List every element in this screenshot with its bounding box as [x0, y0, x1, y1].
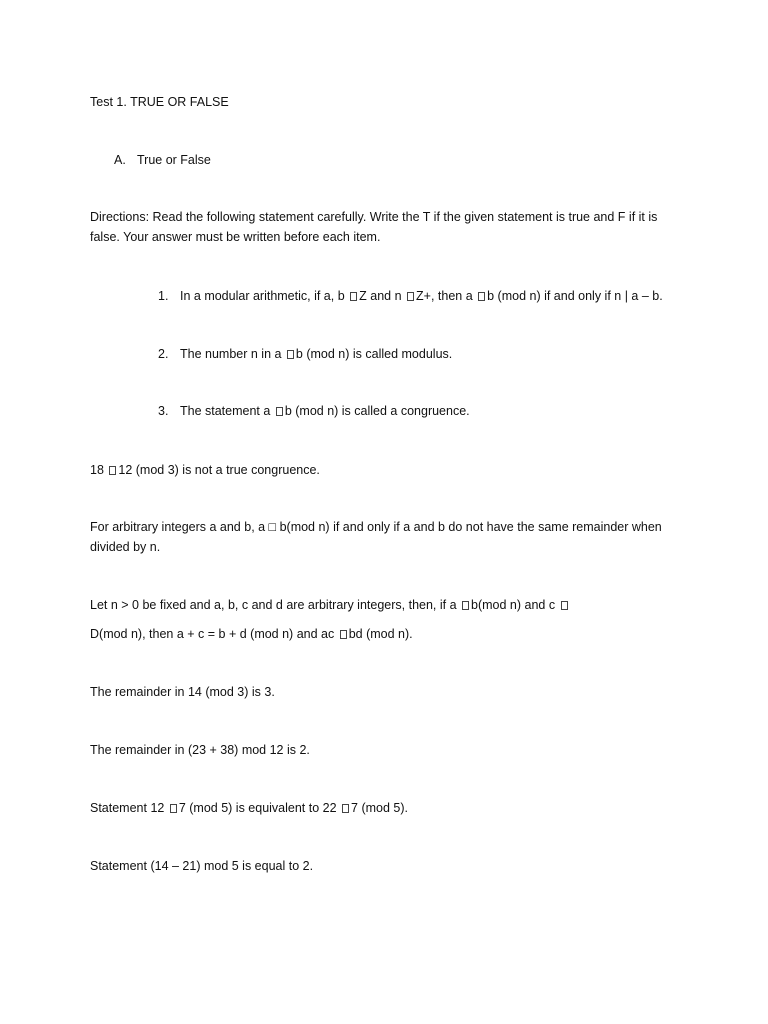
- statement-7: Statement (14 – 21) mod 5 is equal to 2.: [90, 859, 314, 873]
- statement-3: Let n > 0 be fixed and a, b, c and d are arbitrary integers, then, if a b(mod n) and c: [90, 595, 570, 615]
- missing-glyph-icon: [462, 601, 469, 610]
- missing-glyph-icon: [478, 292, 485, 301]
- numbered-item-1: 1. In a modular arithmetic, if a, b Z and n Z+, then a b (mod n) if and only if n | a – b.: [158, 286, 663, 306]
- statement-1: 18 12 (mod 3) is not a true congruence.: [90, 463, 320, 477]
- section-label: True or False: [137, 153, 211, 167]
- statement-2: For arbitrary integers a and b, a □ b(mod n) if and only if a and b do not have the same remainder when divided by n.: [90, 520, 662, 554]
- item-number: 2.: [158, 347, 169, 361]
- missing-glyph-icon: [170, 804, 177, 813]
- missing-glyph-icon: [407, 292, 414, 301]
- statement-5: The remainder in (23 + 38) mod 12 is 2.: [90, 743, 310, 757]
- missing-glyph-icon: [340, 630, 347, 639]
- test-title: Test 1. TRUE OR FALSE: [90, 95, 229, 109]
- numbered-item-2: 2. The number n in a b (mod n) is called modulus.: [158, 344, 452, 364]
- missing-glyph-icon: [287, 350, 294, 359]
- missing-glyph-icon: [350, 292, 357, 301]
- missing-glyph-icon: [342, 804, 349, 813]
- section-heading: [114, 150, 211, 170]
- numbered-item-3: 3. The statement a b (mod n) is called a congruence.: [158, 401, 470, 421]
- statement-4: The remainder in 14 (mod 3) is 3.: [90, 685, 275, 699]
- statement-6: Statement 12 7 (mod 5) is equivalent to 22 7 (mod 5).: [90, 801, 408, 815]
- missing-glyph-icon: [561, 601, 568, 610]
- section-letter: A.: [114, 153, 126, 167]
- statement-3-continued: D(mod n), then a + c = b + d (mod n) and ac bd (mod n).: [90, 627, 413, 641]
- item-number: 3.: [158, 404, 169, 418]
- missing-glyph-icon: [276, 407, 283, 416]
- item-number: 1.: [158, 289, 169, 303]
- missing-glyph-icon: [109, 466, 116, 475]
- directions-paragraph: Directions: Read the following statement carefully. Write the T if the given statement is true and F if it is false. Your answer must be written before each item.: [90, 210, 658, 244]
